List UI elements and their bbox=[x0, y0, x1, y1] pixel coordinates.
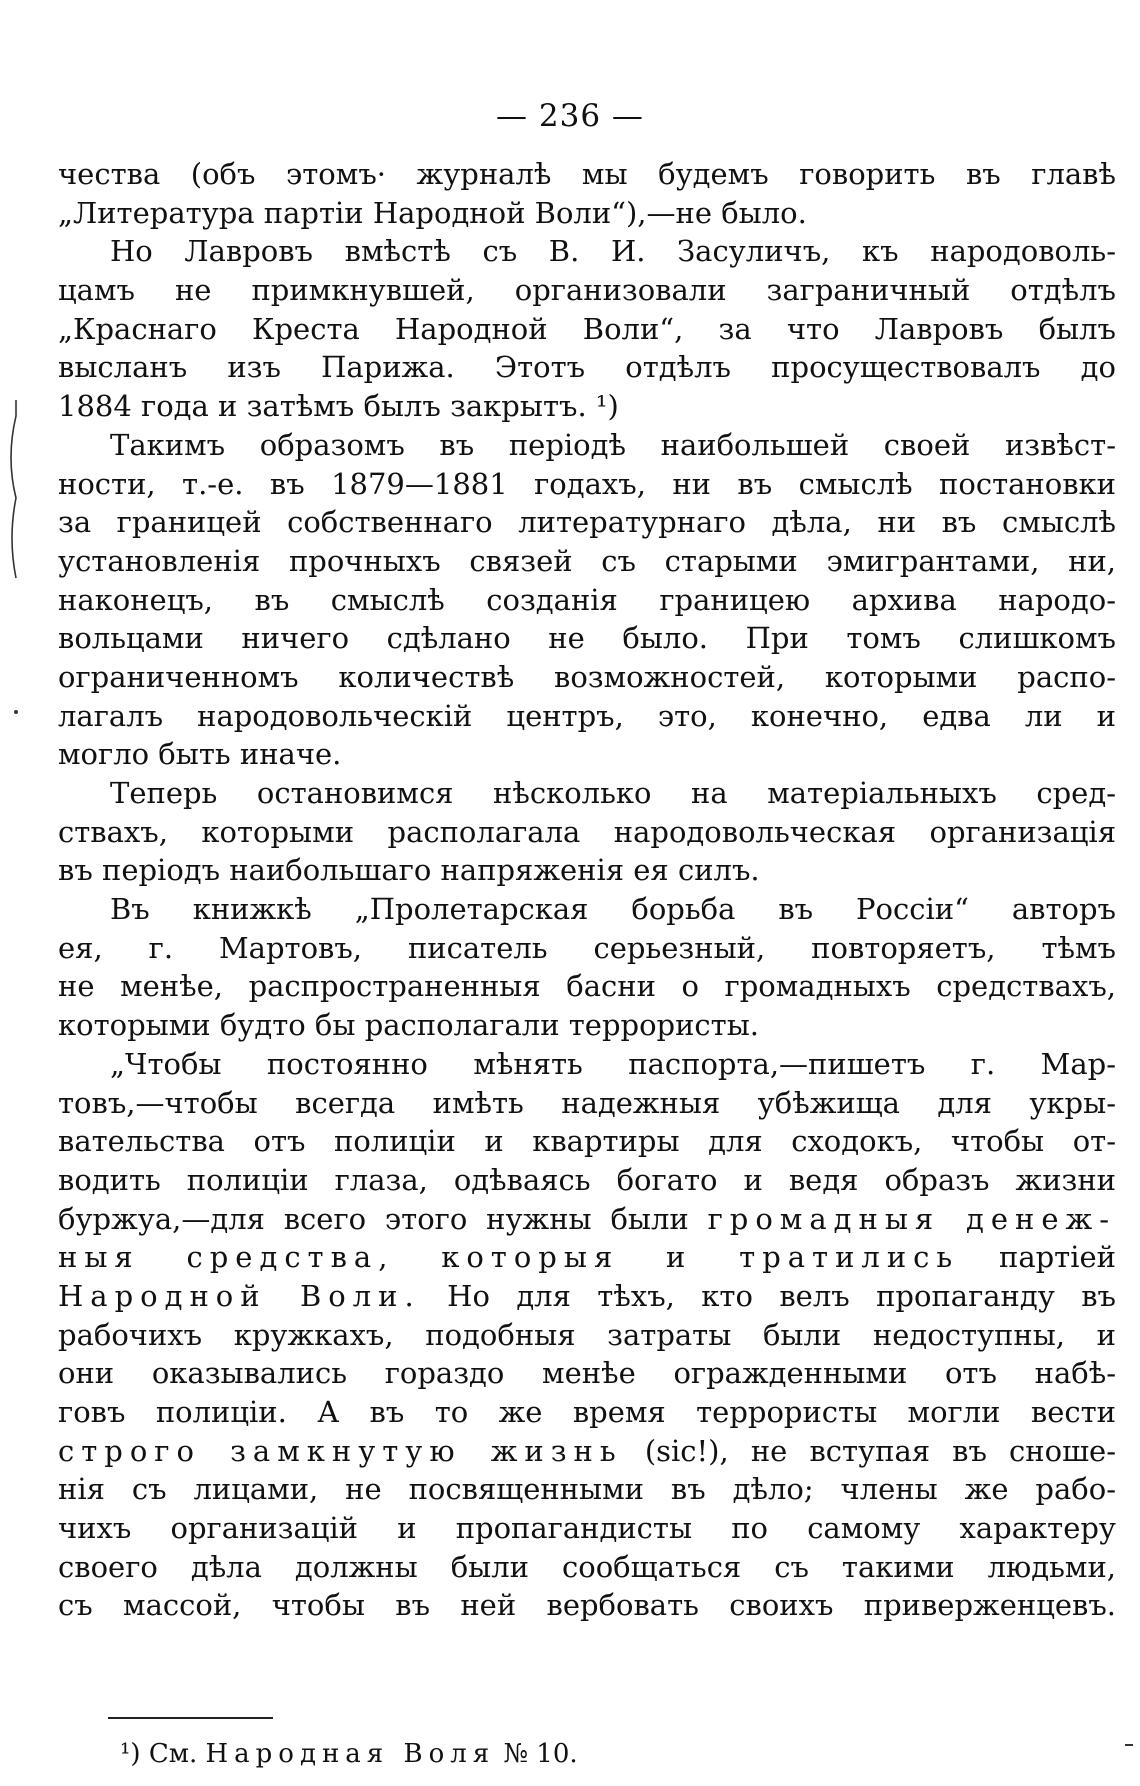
paragraph-start-line: Но Лавровъ вмѣстѣ съ В. И. Засуличъ, къ народоволь- bbox=[110, 234, 1116, 269]
text-line: въ періодъ наибольшаго напряженія ея силъ. bbox=[58, 853, 760, 888]
text-line: не менѣе, распространенныя басни о громадныхъ средствахъ, bbox=[58, 969, 1116, 1004]
spaced-emphasis: ныя средства, которыя и тратились bbox=[58, 1240, 960, 1275]
text-line: говъ полиціи. А въ то же время террористы могли вести bbox=[58, 1395, 1116, 1429]
text-line: чихъ организацій и пропагандисты по самому характеру bbox=[58, 1511, 1116, 1546]
text-line: нія съ лицами, не посвященными въ дѣло; члены же рабо- bbox=[58, 1472, 1116, 1507]
text-line bbox=[58, 1432, 1116, 1471]
text-line: водить полиціи глаза, одѣваясь богато и ведя образъ жизни bbox=[58, 1162, 1116, 1197]
text-line: могло быть иначе. bbox=[58, 737, 342, 772]
text-line: установленія прочныхъ связей съ старыми эмигрантами, ни, bbox=[58, 543, 1116, 578]
text-line bbox=[58, 1238, 1116, 1277]
text-line bbox=[58, 1200, 1116, 1239]
text-line: они оказывались гораздо менѣе огражденными отъ набѣ- bbox=[58, 1356, 1116, 1391]
paragraph-start-line: Въ книжкѣ „Пролетарская борьба въ Россіи“ авторъ bbox=[110, 892, 1116, 927]
text-line: рабочихъ кружкахъ, подобныя затраты были недоступны, и bbox=[58, 1317, 1116, 1352]
text-line: высланъ изъ Парижа. Этотъ отдѣлъ просуществовалъ до bbox=[58, 350, 1116, 385]
text-segment: партіей bbox=[999, 1240, 1116, 1275]
text-line: „Литература партіи Народной Воли“),—не было. bbox=[58, 195, 807, 230]
text-line: чества (объ этомъ· журналѣ мы будемъ говорить въ главѣ bbox=[58, 157, 1116, 191]
margin-dot-mark bbox=[12, 708, 20, 716]
spaced-emphasis: Народной Воли. bbox=[58, 1278, 421, 1313]
text-line: „Краснаго Креста Народной Воли“, за что Лавровъ былъ bbox=[58, 311, 1116, 346]
text-segment: (sic!), не вступая въ сноше- bbox=[644, 1433, 1116, 1468]
quote-start-line: „Чтобы постоянно мѣнять паспорта,—пишетъ г. Мар- bbox=[110, 1046, 1116, 1081]
text-line: ствахъ, которыми располагала народовольческая организація bbox=[58, 814, 1116, 849]
paragraph-start-line: Теперь остановимся нѣсколько на матеріальныхъ сред- bbox=[110, 776, 1116, 810]
margin-bracket-mark bbox=[4, 398, 24, 580]
text-segment: буржуа,—для всего этого нужны были bbox=[58, 1201, 689, 1236]
text-line: ея, г. Мартовъ, писатель серьезный, повторяетъ, тѣмъ bbox=[58, 930, 1116, 965]
text-line: 1884 года и затѣмъ былъ закрытъ. ¹) bbox=[58, 389, 619, 424]
text-line: наконецъ, въ смыслѣ созданія границею архива народо- bbox=[58, 582, 1116, 617]
right-edge-mark bbox=[1124, 1742, 1134, 1748]
text-line: которыми будто бы располагали террористы. bbox=[58, 1008, 760, 1043]
text-line: вательства отъ полиціи и квартиры для сходокъ, чтобы от- bbox=[58, 1124, 1116, 1159]
text-line bbox=[58, 1277, 1116, 1316]
text-line: ности, т.-е. въ 1879—1881 годахъ, ни въ смыслѣ постановки bbox=[58, 466, 1116, 501]
footnote-number: № 10. bbox=[503, 1739, 578, 1769]
footnote bbox=[120, 1735, 578, 1773]
text-line: за границей собственнаго литературнаго дѣла, ни въ смыслѣ bbox=[58, 505, 1116, 540]
text-line: съ массой, чтобы въ ней вербовать своихъ приверженцевъ. bbox=[58, 1588, 1116, 1623]
page-number: — 236 — bbox=[496, 98, 644, 134]
body-text bbox=[58, 155, 1116, 1625]
text-line: товъ,—чтобы всегда имѣть надежныя убѣжища для укры- bbox=[58, 1085, 1116, 1120]
spaced-emphasis: громадныя денеж- bbox=[707, 1201, 1117, 1236]
text-line: своего дѣла должны были сообщаться съ такими людьми, bbox=[58, 1549, 1116, 1584]
text-line: цамъ не примкнувшей, организовали заграничный отдѣлъ bbox=[58, 273, 1116, 308]
footnote-source: Народная Воля bbox=[205, 1739, 496, 1769]
footnote-marker: ¹) См. bbox=[120, 1739, 198, 1769]
text-line: вольцами ничего сдѣлано не было. При томъ слишкомъ bbox=[58, 621, 1116, 656]
text-line: лагалъ народовольческій центръ, это, конечно, едва ли и bbox=[58, 698, 1116, 733]
spaced-emphasis: строго замкнутую жизнь bbox=[58, 1433, 623, 1468]
text-segment: Но для тѣхъ, кто велъ пропаганду въ bbox=[447, 1278, 1116, 1313]
footnote-rule bbox=[108, 1717, 273, 1719]
text-line: ограниченномъ количествѣ возможностей, которыми распо- bbox=[58, 659, 1116, 694]
paragraph-start-line: Такимъ образомъ въ періодѣ наибольшей своей извѣст- bbox=[110, 427, 1116, 462]
